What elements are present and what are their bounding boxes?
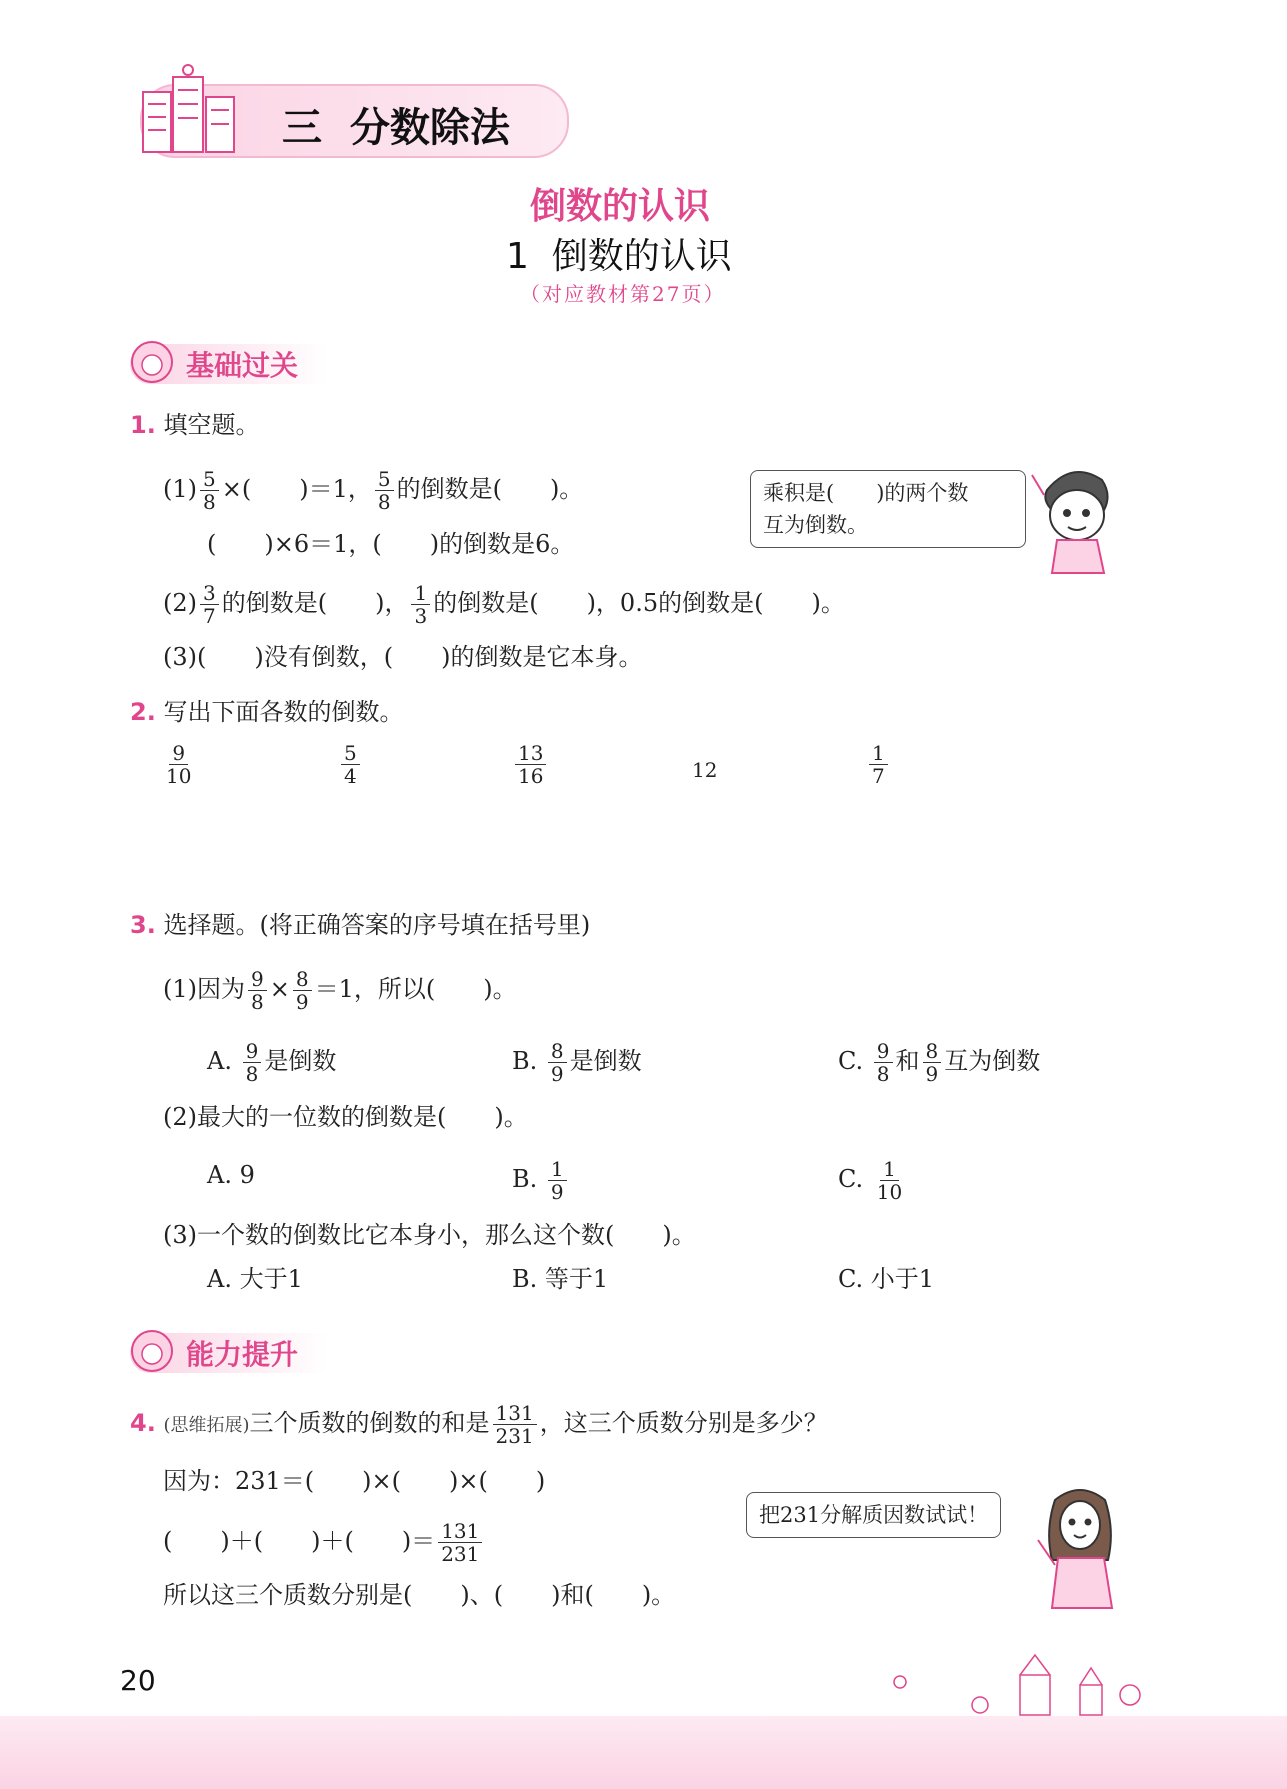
q3-p2-option-b: B. $\frac{1}{9}$ (512, 1158, 570, 1203)
fraction-131-231-b: $\frac{131}{231}$ (438, 1520, 482, 1565)
boy-character-icon (1022, 455, 1137, 575)
q3-p3-option-b: B. 等于1 (512, 1265, 609, 1293)
q3-p1-option-c: C. $\frac{9}{8}$ 和 $\frac{8}{9}$ 互为倒数 (838, 1039, 1041, 1086)
q4-title-end: ，这三个质数分别是多少？ (539, 1409, 828, 1437)
q4-title (130, 1402, 828, 1447)
q1-blank-1: ×( )＝1， (221, 475, 372, 503)
fraction-1-3: $\frac{1}{3}$ (411, 582, 430, 627)
q1-line2: ( )×6＝1，( )的倒数是6。 (207, 530, 575, 558)
q1-line1 (163, 468, 583, 513)
q3-p3-option-c: C. 小于1 (838, 1265, 935, 1293)
q3-p1-option-b: B. $\frac{8}{9}$ 是倒数 (512, 1039, 642, 1086)
q4-tag: (思维拓展) (163, 1415, 250, 1436)
q2-item-1: $\frac{9}{10}$ (166, 741, 192, 788)
q3-p3-stem: (3)一个数的倒数比它本身小，那么这个数( )。 (163, 1221, 696, 1249)
q2-item-3: $\frac{13}{16}$ (512, 742, 549, 787)
lesson-title: 1 倒数的认识 (506, 236, 732, 277)
q2-number: 2. (130, 698, 156, 726)
q4-line2: ( )＋( )＋( )＝ $\frac{131}{231}$ (163, 1520, 485, 1565)
fraction-9-8: $\frac{9}{8}$ (248, 968, 267, 1013)
q3-title-text: 选择题。(将正确答案的序号填在括号里) (163, 911, 591, 939)
q1-blank-3: 的倒数是( )， (221, 589, 409, 617)
girl-character-icon (1030, 1480, 1130, 1610)
reference-note: （对应教材第27页） (520, 282, 726, 306)
q3-p1-option-a: A. $\frac{9}{8}$ 是倒数 (207, 1039, 337, 1086)
fraction-8-9: $\frac{8}{9}$ (293, 968, 312, 1013)
q4-line1: 因为：231＝( )×( )×( ) (163, 1467, 546, 1495)
q3-p2-stem: (2)最大的一位数的倒数是( )。 (163, 1103, 528, 1131)
q1-label-2: (2) (163, 589, 197, 617)
q4-title-text: 三个质数的倒数的和是 (249, 1409, 490, 1437)
q1-blank-2: 的倒数是( )。 (396, 475, 584, 503)
q3-p1-stem: (1)因为 $\frac{9}{8}$ × $\frac{8}{9}$ ＝1，所以( )。 (163, 967, 517, 1014)
q1-label-1: (1) (163, 475, 197, 503)
q2-title (130, 695, 403, 729)
q3-p3-option-a: A. 大于1 (207, 1265, 303, 1293)
hint-bubble-1 (750, 470, 1026, 548)
q2-item-5: $\frac{1}{7}$ (866, 742, 891, 787)
q3-p2-option-c: C. $\frac{1}{10}$ (838, 1157, 903, 1204)
q2-title-text: 写出下面各数的倒数。 (163, 698, 404, 726)
q1-title-text: 填空题。 (163, 411, 260, 439)
footer-band (0, 1716, 1287, 1789)
hint-bubble-1-line2: 互为倒数。 (763, 513, 868, 537)
buildings-icon (128, 62, 258, 162)
fraction-5-8: $\frac{5}{8}$ (200, 468, 219, 513)
fraction-5-8-b: $\frac{5}{8}$ (375, 468, 394, 513)
q2-item-2: $\frac{5}{4}$ (338, 742, 363, 787)
fraction-3-7: $\frac{3}{7}$ (200, 582, 219, 627)
page-number: 20 (120, 1664, 156, 1697)
section-title-advanced: 能力提升 (186, 1338, 299, 1371)
hint-bubble-1-line1: 乘积是( )的两个数 (763, 481, 969, 505)
q3-title (130, 908, 590, 942)
mascot-icon (128, 337, 178, 387)
chapter-title: 三 分数除法 (282, 105, 510, 151)
q3-number: 3. (130, 911, 156, 939)
hint-bubble-2: 把231分解质因数试试！ (746, 1492, 1001, 1538)
q1-line4: (3)( )没有倒数，( )的倒数是它本身。 (163, 643, 643, 671)
q2-item-4: 12 (692, 758, 718, 782)
castle-decoration-icon (880, 1650, 1170, 1720)
q4-line3: 所以这三个质数分别是( )、( )和( )。 (163, 1581, 676, 1609)
q1-blank-4: 的倒数是( )，0.5的倒数是( )。 (433, 589, 845, 617)
q1-title (130, 408, 259, 442)
q3-p2-option-a: A. 9 (207, 1161, 255, 1189)
fraction-131-231: $\frac{131}{231}$ (493, 1402, 537, 1447)
section-title-basic: 基础过关 (186, 349, 299, 382)
mascot-icon (128, 1326, 178, 1376)
q4-number: 4. (130, 1409, 156, 1437)
q1-line3 (163, 582, 845, 627)
q1-number: 1. (130, 411, 156, 439)
unit-title: 倒数的认识 (530, 186, 711, 227)
